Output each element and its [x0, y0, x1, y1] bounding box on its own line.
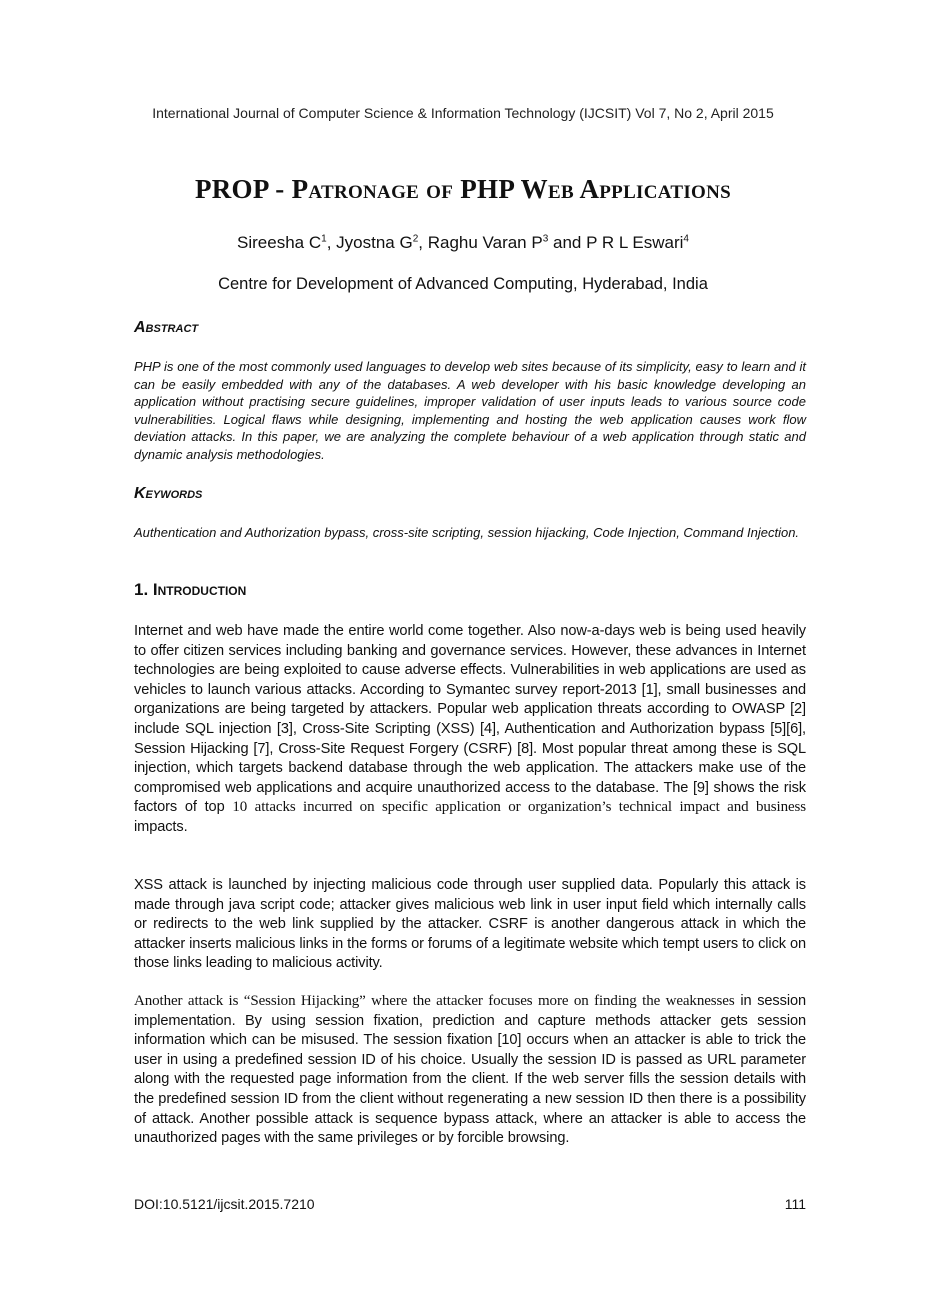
page-number: 111	[784, 1196, 806, 1212]
intro-p3-serif-line: Another attack is “Session Hijacking” where the attacker focuses more on finding the weaknesses	[134, 993, 735, 1009]
abstract-heading: Abstract	[134, 319, 199, 336]
intro-paragraph-1	[134, 622, 806, 838]
author-name: Jyostna G	[336, 233, 413, 252]
paper-title	[0, 174, 926, 205]
doi-footer: DOI:10.5121/ijcsit.2015.7210	[134, 1196, 315, 1212]
author-affil-mark: 3	[542, 233, 549, 245]
title-part-4: Web Applications	[520, 174, 732, 204]
keywords-heading: Keywords	[134, 485, 203, 502]
intro-p3-text: in session implementation. By using session fixation, prediction and capture methods attacker gets session information which can be misused. The session fixation [10] occurs when an attacker is able to trick the user in using a predefined session ID of his choice. Usually the session ID is passed as URL parameter along with the requested page information from the client. If the web server fills the session details with the predefined session ID from the client without regenerating a new session ID then there is a possibility of attack. Another possible attack is sequence bypass attack, where an attacker is able to access the unauthorized pages with the same privileges or by forcible browsing.	[134, 993, 806, 1147]
author-name: Raghu Varan P	[427, 233, 543, 252]
intro-p1-text: Internet and web have made the entire world come together. Also now-a-days web is being used heavily to offer citizen services including banking and governance services. However, these advances in Internet technologies are being exploited to cause adverse effects. Vulnerabilities in web applications are used as vehicles to launch various attacks. According to Symantec survey report-2013 [1], small businesses and organizations are being targeted by attackers. Popular web application threats according to OWASP [2] include SQL injection [3], Cross-Site Scripting (XSS) [4], Authentication and Authorization bypass [5][6], Session Hijacking [7], Cross-Site Request Forgery (CSRF) [8]. Most popular threat among these is SQL injection, which targets backend database through the web application. The attackers make use of the compromised web applications and acquire unauthorized access to the database. The [9] shows the risk factors of top	[134, 623, 806, 816]
journal-header: International Journal of Computer Science & Information Technology (IJCSIT) Vol 7, No 2, April 2015	[152, 105, 774, 121]
affiliation: Centre for Development of Advanced Computing, Hyderabad, India	[218, 275, 708, 293]
author-affil-mark: 2	[412, 233, 419, 245]
author-name: Sireesha C	[237, 233, 322, 252]
author-affil-mark: 4	[683, 233, 689, 245]
author-name: P R L Eswari	[586, 233, 684, 252]
author-separator: and	[548, 233, 587, 252]
intro-p1-end: impacts.	[134, 818, 188, 835]
author-affil-mark: 1	[321, 233, 327, 245]
title-part-3: PHP	[453, 174, 521, 204]
keywords-text: Authentication and Authorization bypass, cross-site scripting, session hijacking, Code Injection, Command Injection.	[134, 525, 800, 540]
abstract-text: PHP is one of the most commonly used languages to develop web sites because of its simplicity, easy to learn and it can be easily embedded with any of the databases. A web developer with his basic knowledge developing an application without practising secure guidelines, improper validation of user inputs leads to various source code vulnerabilities. Logical flaws while designing, implementing and hosting the web application causes work flow deviation attacks. In this paper, we are analyzing the complete behaviour of a web application through static and dynamic analysis methodologies.	[134, 359, 806, 462]
author-list	[0, 233, 926, 253]
intro-paragraph-3	[134, 992, 806, 1149]
title-part-2: Patronage of	[291, 174, 454, 204]
author-separator: ,	[418, 233, 428, 252]
title-part-1: PROP -	[194, 174, 292, 204]
intro-paragraph-2: XSS attack is launched by injecting malicious code through user supplied data. Popularly this attack is made through java script code; attacker gives malicious web link in user input field which internally calls or redirects to the web link supplied by the attacker. CSRF is another dangerous attack in which the attacker inserts malicious links in the forms or forums of a legitimate website which tempt users to click on those links leading to malicious activity.	[134, 877, 806, 972]
intro-p1-serif-line: 10 attacks incurred on specific application or organization’s technical impact and business	[232, 799, 806, 816]
author-separator: ,	[326, 233, 337, 252]
introduction-heading: 1. Introduction	[134, 580, 247, 599]
